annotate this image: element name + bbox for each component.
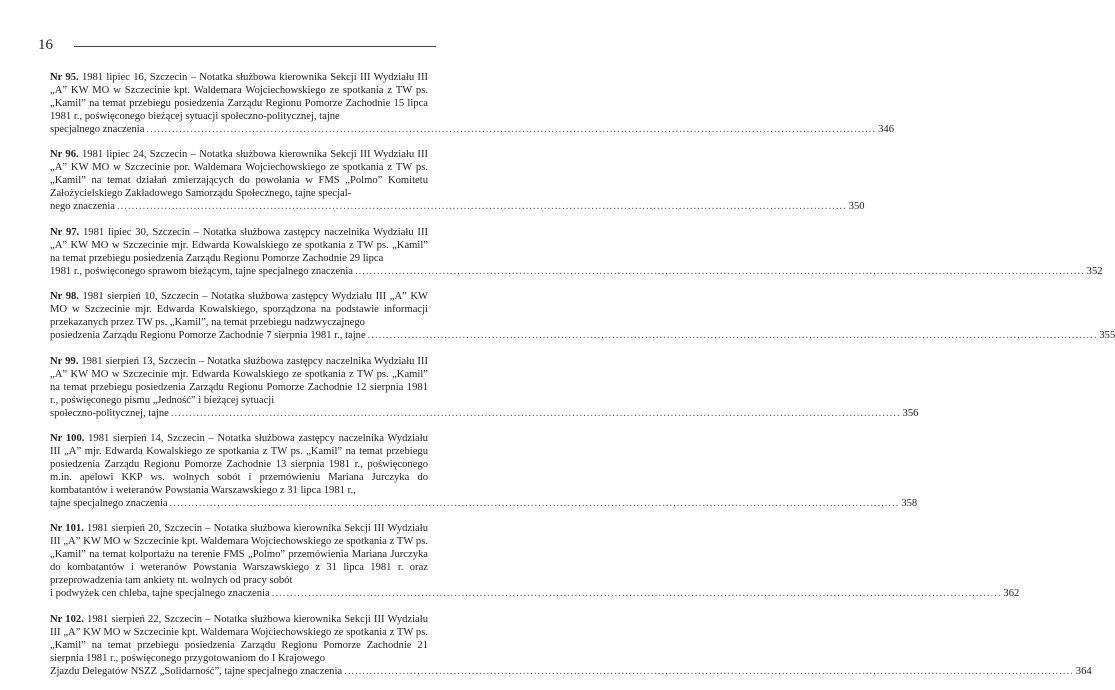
dot-leader: ........................................................................................................................................................................................................: [146, 124, 877, 135]
entry-description-end: tajne specjalnego znaczenia: [50, 497, 168, 509]
dot-leader: ........................................................................................................................................................................................................: [117, 201, 847, 213]
entry-last-line: [50, 665, 1092, 678]
dot-leader: ........................................................................................................................................................................................................: [344, 665, 1074, 677]
toc-entry: [50, 613, 1092, 678]
entry-page-ref: 352: [1086, 265, 1103, 277]
entry-description-end: posiedzenia Zarządu Regionu Pomorze Zachodnie 7 sierpnia 1981 r., tajne: [50, 330, 366, 342]
toc-entry: [50, 226, 1103, 278]
entry-page-ref: 362: [1003, 588, 1020, 600]
entry-description-end: 1981 r., poświęconego sprawom bieżącym, tajne specjalnego znaczenia: [50, 265, 353, 277]
entry-page-ref: 356: [902, 407, 919, 419]
entry-description: 1981 lipiec 30, Szczecin – Notatka służbowa zastępcy naczelnika Wydziału III „A” KW MO w Szczecinie mjr. Edwarda Kowalskiego ze spotkania z TW ps. „Kamil” na temat przebiegu posiedzenia Zarządu Regionu Pomorze Zachodnie 29 lipca: [50, 226, 429, 264]
entry-page-ref: 346: [878, 124, 894, 135]
entry-number: Nr 98.: [50, 291, 79, 303]
page-number: 16: [38, 37, 53, 53]
dot-leader: ........................................................................................................................................................................................................: [169, 497, 900, 509]
entry-description-end: społeczno-politycznej, tajne: [50, 407, 169, 419]
entry-last-line: [50, 200, 865, 213]
toc-entry: [50, 432, 918, 510]
dot-leader: ........................................................................................................................................................................................................: [271, 588, 1002, 600]
entry-number: Nr 95.: [50, 72, 79, 83]
entry-last-line: [50, 265, 1103, 278]
header-rule: [74, 46, 436, 47]
entry-last-line: [50, 497, 918, 510]
toc-entry: [50, 290, 1115, 342]
entry-last-line: [50, 407, 919, 420]
entry-number: Nr 96.: [50, 149, 79, 161]
dot-leader: ........................................................................................................................................................................................................: [367, 330, 1098, 342]
entry-number: Nr 97.: [50, 226, 80, 238]
toc-entry: [50, 522, 1020, 600]
entry-page-ref: 350: [848, 201, 865, 213]
entry-page-ref: 355: [1099, 330, 1115, 342]
entry-description: 1981 sierpień 20, Szczecin – Notatka służbowa kierownika Sekcji III Wydziału III „A” KW MO w Szczecinie kpt. Waldemara Wojciechowskiego ze spotkania z TW ps. „Kamil” na temat kolportażu na terenie FMS „Polmo” przemówienia Mariana Jurczyka do kombatantów i weteranów Powstania Warszawskiego z 31 lipca 1981 r. oraz przeprowadzenia tam ankiety nt. wolnych od pracy sobót: [50, 523, 428, 587]
entry-description: 1981 sierpień 22, Szczecin – Notatka służbowa kierownika Sekcji III Wydziału III „A” KW MO w Szczecinie kpt. Waldemara Wojciechowskiego ze spotkania z TW ps. „Kamil” na temat przebiegu posiedzenia Zarządu Regionu Pomorze Zachodnie 21 sierpnia 1981 r., poświęconego przygotowaniom do I Krajowego: [50, 613, 428, 664]
entry-number: Nr 99.: [50, 355, 79, 367]
entry-number: Nr 100.: [50, 432, 85, 444]
entry-last-line: [50, 329, 1115, 342]
entry-description: 1981 sierpień 10, Szczecin – Notatka służbowa zastępcy Wydziału III „A” KW MO w Szczecinie mjr. Edwarda Kowalskiego, sporządzona na podstawie informacji przekazanych przez TW ps. „Kamil”, na temat przebiegu nadzwyczajnego: [50, 291, 428, 329]
table-of-contents: [50, 71, 1115, 690]
entry-page-ref: 364: [1075, 665, 1092, 677]
entry-last-line: [50, 123, 894, 136]
entry-page-ref: 358: [901, 497, 918, 509]
toc-entry: [50, 71, 894, 136]
entry-description-end: i podwyżek cen chleba, tajne specjalnego znaczenia: [50, 588, 270, 600]
entry-description-end: specjalnego znaczenia: [50, 124, 145, 135]
entry-number: Nr 101.: [50, 523, 84, 535]
entry-description-end: nego znaczenia: [50, 201, 115, 213]
toc-entry: [50, 148, 865, 213]
dot-leader: ........................................................................................................................................................................................................: [170, 407, 901, 419]
entry-last-line: [50, 587, 1020, 600]
toc-entry: [50, 355, 919, 420]
entry-description: 1981 lipiec 16, Szczecin – Notatka służbowa kierownika Sekcji III Wydziału III „A” KW MO w Szczecinie kpt. Waldemara Wojciechowskiego ze spotkania z TW ps. „Kamil” na temat przebiegu posiedzenia Zarządu Regionu Pomorze Zachodnie 15 lipca 1981 r., poświęconego bieżącej sytuacji społeczno-politycznej, tajne: [50, 72, 428, 122]
entry-description: 1981 sierpień 13, Szczecin – Notatka służbowa zastępcy naczelnika Wydziału III „A” KW MO w Szczecinie mjr. Edwarda Kowalskiego ze spotkania z TW ps. „Kamil” na temat przebiegu posiedzenia Zarządu Regionu Pomorze Zachodnie 12 sierpnia 1981 r., poświęconego pismu „Jedność” i bieżącej sytuacji: [50, 355, 428, 406]
entry-description-end: Zjazdu Delegatów NSZZ „Solidarność”, tajne specjalnego znaczenia: [50, 665, 343, 677]
entry-number: Nr 102.: [50, 613, 84, 625]
dot-leader: ........................................................................................................................................................................................................: [354, 265, 1085, 277]
entry-description: 1981 lipiec 24, Szczecin – Notatka służbowa kierownika Sekcji III Wydziału III „A” KW MO w Szczecinie por. Waldemara Wojciechowskiego ze spotkania z TW ps. „Kamil” na temat działań zmierzających do powołania w FMS „Polmo” Komitetu Założycielskiego Zakładowego Samorządu Społecznego, tajne specjal-: [50, 149, 428, 200]
entry-description: 1981 sierpień 14, Szczecin – Notatka służbowa zastępcy naczelnika Wydziału III „A” mjr. Edwarda Kowalskiego ze spotkania z TW ps. „Kamil” na temat przebiegu posiedzenia Zarządu Regionu Pomorze Zachodnie 13 sierpnia 1981 r., poświęconego m.in. apelowi KKP ws. wolnych sobót i przemówieniu Mariana Jurczyka do kombatantów i weteranów Powstania Warszawskiego z 31 lipca 1981 r.,: [50, 432, 428, 496]
